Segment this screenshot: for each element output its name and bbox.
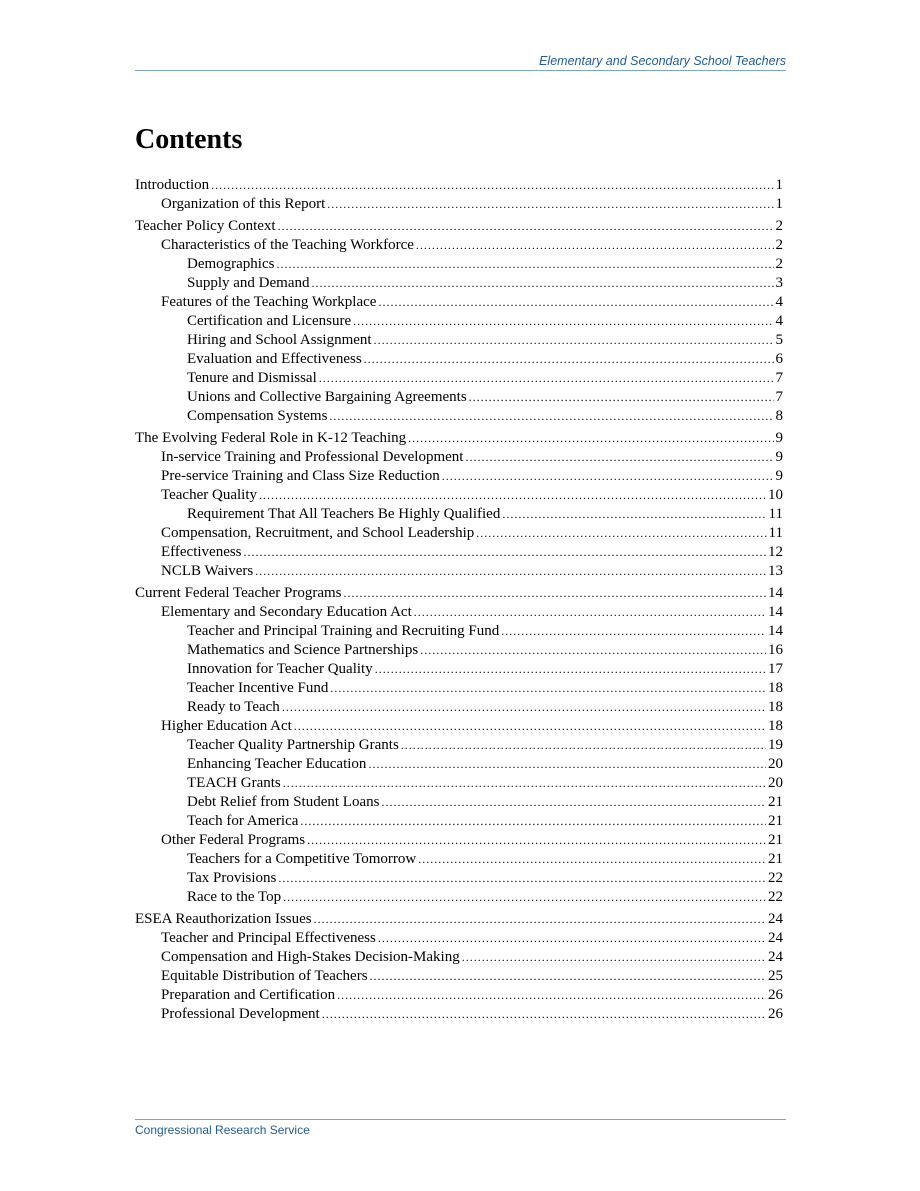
toc-entry[interactable] <box>135 176 783 195</box>
toc-entry-page: 26 <box>768 1006 783 1022</box>
table-of-contents <box>135 176 783 1024</box>
toc-entry[interactable] <box>135 369 783 388</box>
toc-entry-title: Compensation and High-Stakes Decision-Making <box>161 949 460 965</box>
toc-entry[interactable] <box>135 350 783 369</box>
running-header <box>135 54 786 71</box>
dot-leader <box>374 331 774 350</box>
toc-entry-page: 3 <box>775 275 783 291</box>
dot-leader <box>344 584 766 603</box>
toc-entry-title: Hiring and School Assignment <box>187 332 372 348</box>
dot-leader <box>353 312 773 331</box>
toc-entry[interactable] <box>135 505 783 524</box>
toc-entry[interactable] <box>135 524 783 543</box>
toc-entry-page: 20 <box>768 756 783 772</box>
toc-entry-title: ESEA Reauthorization Issues <box>135 911 312 927</box>
dot-leader <box>378 929 766 948</box>
toc-entry-title: Organization of this Report <box>161 196 326 212</box>
toc-entry-page: 22 <box>768 889 783 905</box>
dot-leader <box>375 660 766 679</box>
dot-leader <box>502 505 766 524</box>
toc-entry-title: Tenure and Dismissal <box>187 370 317 386</box>
toc-entry-page: 24 <box>768 949 783 965</box>
toc-entry-title: Supply and Demand <box>187 275 310 291</box>
toc-entry-page: 21 <box>768 813 783 829</box>
dot-leader <box>300 812 766 831</box>
toc-entry[interactable] <box>135 486 783 505</box>
dot-leader <box>211 176 773 195</box>
toc-entry-title: Teachers for a Competitive Tomorrow <box>187 851 417 867</box>
toc-entry-page: 18 <box>768 680 783 696</box>
toc-entry-page: 11 <box>768 525 783 541</box>
dot-leader <box>244 543 766 562</box>
toc-entry-title: NCLB Waivers <box>161 563 254 579</box>
footer-publisher: Congressional Research Service <box>135 1123 310 1137</box>
dot-leader <box>322 1005 766 1024</box>
toc-entry-page: 9 <box>775 430 783 446</box>
toc-entry-page: 24 <box>768 911 783 927</box>
toc-entry-title: Features of the Teaching Workplace <box>161 294 377 310</box>
dot-leader <box>401 736 766 755</box>
toc-entry-page: 7 <box>775 370 783 386</box>
dot-leader <box>282 698 766 717</box>
dot-leader <box>283 774 766 793</box>
toc-entry[interactable] <box>135 584 783 603</box>
toc-entry-title: TEACH Grants <box>187 775 281 791</box>
toc-entry[interactable] <box>135 888 783 907</box>
toc-entry[interactable] <box>135 543 783 562</box>
dot-leader <box>330 679 766 698</box>
dot-leader <box>381 793 766 812</box>
toc-entry-title: Requirement That All Teachers Be Highly Qualified <box>187 506 501 522</box>
toc-entry[interactable] <box>135 562 783 581</box>
dot-leader <box>420 641 766 660</box>
dot-leader <box>414 603 766 622</box>
toc-entry[interactable] <box>135 312 783 331</box>
toc-entry-page: 16 <box>768 642 783 658</box>
toc-entry-title: Teacher Policy Context <box>135 218 276 234</box>
toc-entry-title: Certification and Licensure <box>187 313 352 329</box>
dot-leader <box>283 888 766 907</box>
toc-entry[interactable] <box>135 467 783 486</box>
toc-entry[interactable] <box>135 812 783 831</box>
toc-entry[interactable] <box>135 274 783 293</box>
toc-entry-page: 9 <box>775 468 783 484</box>
toc-entry-page: 9 <box>775 449 783 465</box>
toc-entry-page: 2 <box>775 218 783 234</box>
dot-leader <box>416 236 774 255</box>
dot-leader <box>278 869 766 888</box>
toc-entry[interactable] <box>135 429 783 448</box>
toc-entry-page: 2 <box>775 237 783 253</box>
toc-entry-page: 4 <box>775 313 783 329</box>
toc-entry-title: Teacher Quality <box>161 487 257 503</box>
toc-entry[interactable] <box>135 255 783 274</box>
dot-leader <box>368 755 766 774</box>
toc-entry-title: Debt Relief from Student Loans <box>187 794 380 810</box>
toc-entry[interactable] <box>135 195 783 214</box>
footer <box>135 1119 786 1137</box>
toc-entry-page: 24 <box>768 930 783 946</box>
dot-leader <box>337 986 766 1005</box>
toc-entry[interactable] <box>135 660 783 679</box>
dot-leader <box>370 967 766 986</box>
toc-entry[interactable] <box>135 869 783 888</box>
toc-entry-title: Characteristics of the Teaching Workforce <box>161 237 414 253</box>
toc-entry-title: The Evolving Federal Role in K-12 Teaching <box>135 430 407 446</box>
toc-entry-page: 21 <box>768 851 783 867</box>
dot-leader <box>311 274 773 293</box>
toc-entry-page: 21 <box>768 794 783 810</box>
toc-entry[interactable] <box>135 736 783 755</box>
toc-entry-page: 14 <box>768 604 783 620</box>
toc-entry-title: Equitable Distribution of Teachers <box>161 968 368 984</box>
toc-entry-title: Demographics <box>187 256 275 272</box>
toc-entry[interactable] <box>135 236 783 255</box>
toc-entry-page: 20 <box>768 775 783 791</box>
toc-entry[interactable] <box>135 448 783 467</box>
toc-entry[interactable] <box>135 831 783 850</box>
toc-entry-page: 14 <box>768 585 783 601</box>
toc-entry-title: Professional Development <box>161 1006 320 1022</box>
dot-leader <box>319 369 774 388</box>
dot-leader <box>314 910 766 929</box>
toc-entry[interactable] <box>135 388 783 407</box>
toc-entry[interactable] <box>135 910 783 929</box>
toc-entry-title: Teach for America <box>187 813 299 829</box>
dot-leader <box>442 467 774 486</box>
toc-entry-title: Innovation for Teacher Quality <box>187 661 373 677</box>
toc-entry-page: 13 <box>768 563 783 579</box>
toc-entry-title: Preparation and Certification <box>161 987 336 1003</box>
toc-entry[interactable] <box>135 986 783 1005</box>
dot-leader <box>476 524 766 543</box>
toc-entry-title: Teacher and Principal Effectiveness <box>161 930 376 946</box>
toc-entry-page: 11 <box>768 506 783 522</box>
toc-entry-page: 21 <box>768 832 783 848</box>
toc-entry-page: 6 <box>775 351 783 367</box>
toc-entry-page: 4 <box>775 294 783 310</box>
toc-entry[interactable] <box>135 793 783 812</box>
toc-entry[interactable] <box>135 948 783 967</box>
toc-entry-title: Teacher and Principal Training and Recruiting Fund <box>187 623 500 639</box>
toc-entry-title: Evaluation and Effectiveness <box>187 351 362 367</box>
toc-entry-page: 8 <box>775 408 783 424</box>
toc-entry-title: Tax Provisions <box>187 870 277 886</box>
toc-entry-page: 26 <box>768 987 783 1003</box>
toc-entry-title: Compensation Systems <box>187 408 328 424</box>
toc-entry-title: Teacher Incentive Fund <box>187 680 329 696</box>
toc-entry-page: 10 <box>768 487 783 503</box>
dot-leader <box>469 388 774 407</box>
toc-entry-page: 19 <box>768 737 783 753</box>
toc-entry-title: Mathematics and Science Partnerships <box>187 642 419 658</box>
toc-entry-title: Unions and Collective Bargaining Agreements <box>187 389 467 405</box>
toc-entry[interactable] <box>135 217 783 236</box>
dot-leader <box>501 622 766 641</box>
toc-entry-title: Compensation, Recruitment, and School Leadership <box>161 525 475 541</box>
toc-entry[interactable] <box>135 293 783 312</box>
toc-entry[interactable] <box>135 850 783 869</box>
dot-leader <box>364 350 774 369</box>
dot-leader <box>408 429 773 448</box>
toc-entry[interactable] <box>135 698 783 717</box>
toc-entry-page: 18 <box>768 718 783 734</box>
toc-entry[interactable] <box>135 1005 783 1024</box>
toc-entry-title: Race to the Top <box>187 889 282 905</box>
running-header-title: Elementary and Secondary School Teachers <box>539 54 786 68</box>
toc-entry-title: Other Federal Programs <box>161 832 306 848</box>
toc-entry-title: Current Federal Teacher Programs <box>135 585 342 601</box>
toc-entry[interactable] <box>135 755 783 774</box>
dot-leader <box>327 195 773 214</box>
toc-entry[interactable] <box>135 331 783 350</box>
dot-leader <box>294 717 766 736</box>
toc-entry-title: In-service Training and Professional Development <box>161 449 464 465</box>
toc-entry-page: 22 <box>768 870 783 886</box>
toc-entry-page: 18 <box>768 699 783 715</box>
toc-entry-title: Higher Education Act <box>161 718 292 734</box>
toc-entry[interactable] <box>135 641 783 660</box>
toc-entry-page: 25 <box>768 968 783 984</box>
toc-entry-page: 5 <box>775 332 783 348</box>
dot-leader <box>465 448 773 467</box>
dot-leader <box>418 850 766 869</box>
toc-entry-page: 1 <box>775 177 783 193</box>
toc-entry[interactable] <box>135 967 783 986</box>
dot-leader <box>276 255 773 274</box>
toc-entry-page: 17 <box>768 661 783 677</box>
toc-entry[interactable] <box>135 679 783 698</box>
toc-entry-page: 2 <box>775 256 783 272</box>
dot-leader <box>259 486 766 505</box>
toc-entry-title: Elementary and Secondary Education Act <box>161 604 412 620</box>
toc-entry-title: Enhancing Teacher Education <box>187 756 367 772</box>
dot-leader <box>329 407 773 426</box>
dot-leader <box>255 562 766 581</box>
toc-entry-title: Introduction <box>135 177 210 193</box>
toc-entry-title: Ready to Teach <box>187 699 280 715</box>
toc-entry-page: 1 <box>775 196 783 212</box>
toc-entry[interactable] <box>135 603 783 622</box>
toc-entry[interactable] <box>135 774 783 793</box>
toc-entry[interactable] <box>135 929 783 948</box>
dot-leader <box>462 948 766 967</box>
toc-entry-page: 12 <box>768 544 783 560</box>
toc-entry-title: Teacher Quality Partnership Grants <box>187 737 399 753</box>
toc-entry[interactable] <box>135 622 783 641</box>
dot-leader <box>378 293 773 312</box>
page-title: Contents <box>135 124 243 155</box>
toc-entry[interactable] <box>135 407 783 426</box>
toc-entry-page: 7 <box>775 389 783 405</box>
dot-leader <box>307 831 766 850</box>
toc-entry[interactable] <box>135 717 783 736</box>
toc-entry-title: Pre-service Training and Class Size Reduction <box>161 468 440 484</box>
toc-entry-title: Effectiveness <box>161 544 242 560</box>
toc-entry-page: 14 <box>768 623 783 639</box>
dot-leader <box>278 217 774 236</box>
